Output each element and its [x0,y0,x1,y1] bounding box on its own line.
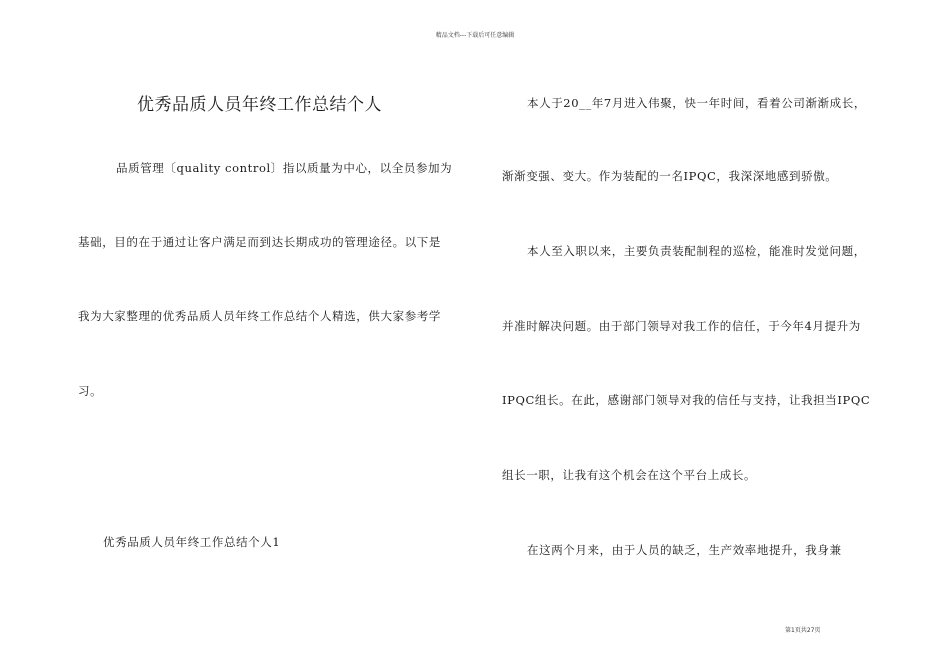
paragraph-line: 习。 [78,384,103,398]
paragraph-line: 并准时解决问题。由于部门领导对我工作的信任，于今年4月提升为 [502,319,861,333]
header-note: 精品文档---下载后可任意编辑 [435,32,515,39]
paragraph-line: 在这两个月来，由于人员的缺乏，生产效率地提升，我身兼 [527,543,842,557]
paragraph-line: 组长一职，让我有这个机会在这个平台上成长。 [502,468,757,482]
paragraph-line: 基础，目的在于通过让客户满足而到达长期成功的管理途径。以下是 [78,235,441,249]
paragraph-line: 本人于20__年7月进入伟聚，快一年时间，看着公司渐渐成长， [527,96,866,110]
document-title: 优秀品质人员年终工作总结个人 [137,95,382,115]
section-heading: 优秀品质人员年终工作总结个人1 [103,535,281,549]
page-number: 第1页共27页 [785,627,821,634]
paragraph-line: 品质管理〔quality control〕指以质量为中心，以全员参加为 [116,161,453,175]
paragraph-line: 渐渐变强、变大。作为装配的一名IPQC，我深深地感到骄傲。 [502,169,838,183]
paragraph-line: IPQC组长。在此，感谢部门领导对我的信任与支持，让我担当IPQC [502,393,871,407]
paragraph-line: 我为大家整理的优秀品质人员年终工作总结个人精选，供大家参考学 [78,309,441,323]
paragraph-line: 本人至入职以来，主要负责装配制程的巡检，能准时发觉问题， [527,244,866,258]
